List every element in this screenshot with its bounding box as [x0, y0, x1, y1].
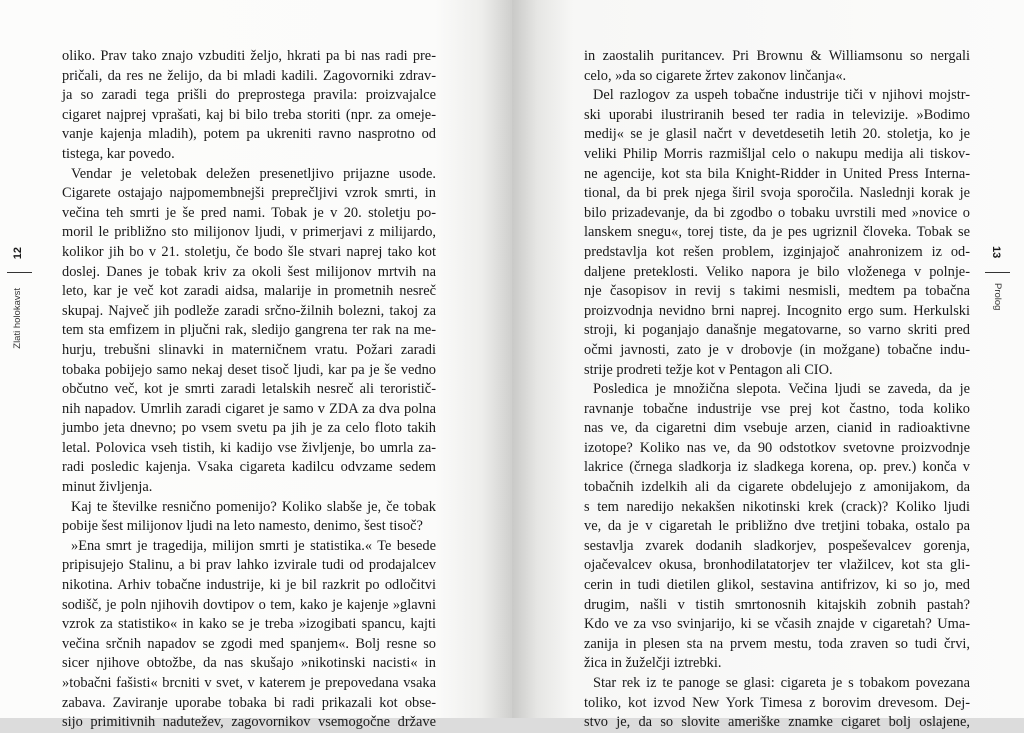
running-head-left: Zlati holokavst: [12, 288, 23, 349]
text-line: Vendar je veletobak deležen presenetljivo prijazne usode.: [71, 165, 436, 182]
text-line: tem sta emfizem in pljučni rak, sledijo gangrena ter rak na me-: [62, 322, 436, 339]
text-line: zanija in plesen sta na prvem mestu, toda zraven so tudi črvi,: [584, 635, 970, 652]
running-head-right: Prolog: [992, 283, 1003, 311]
text-line: minut življenja.: [62, 479, 153, 496]
text-line: ve, da je v cigaretah le približno dve tretjini tobaka, ostalo pa: [584, 518, 970, 535]
left-page-body-text: [62, 47, 436, 733]
text-line: lanskem snegu«, torej tiste, da je pes ugriznil človeka. Tobak se: [584, 224, 970, 241]
text-line: Kdo ve za vso svinjarijo, ki se včasih znajde v cigaretah? Uma-: [584, 616, 970, 633]
text-line: tistega, kar povedo.: [62, 145, 175, 162]
folio-divider-left: [7, 272, 32, 273]
text-line: veliki Philip Morris razmišljal celo o nakupu medija ali tiskov-: [584, 145, 970, 162]
text-line: žica in žuželčji iztrebki.: [584, 655, 722, 672]
text-line: jumbo jeta dnevno; po vsem svetu pa jih je za celo floto takih: [62, 420, 436, 437]
text-line: pobije šest milijonov ljudi na leto namesto, denimo, šest tisoč?: [62, 518, 423, 535]
text-line: Posledica je množična slepota. Večina ljudi se zaveda, da je: [593, 381, 970, 398]
text-line: bilo prizadevanje, da bi zgodbo o tobaku uvrstili med »novice o: [584, 204, 970, 221]
text-line: »Ena smrt je tragedija, milijon smrti je statistika.« Te besede: [71, 537, 436, 554]
text-line: kolikor jih bo v 21. stoletju, če bodo šle stvari naprej tako kot: [62, 243, 436, 260]
text-line: večina teh smrti je še pred nami. Tobak je v 20. stoletju po-: [62, 204, 436, 221]
text-line: moril le približno sto milijonov ljudi, v primerjavi z milijardo,: [62, 224, 436, 241]
text-line: pripisujejo Stalinu, a bi prav lahko izvirale tudi od prodajalcev: [62, 557, 436, 574]
text-line: »tobačni fašisti« brcniti v svet, v katerem je prepovedana vsaka: [62, 675, 436, 691]
text-line: s tem naredijo nekakšen nikotinski krek (crack)? Koliko ljudi: [584, 498, 970, 515]
text-line: tobačnih izdelkih ali da cigarete obdelujejo z amonijakom, da: [584, 479, 970, 496]
text-line: Del razlogov za uspeh tobačne industrije tiči v njihovi mojstr-: [593, 87, 970, 104]
text-line: občutno več, kot je smrti zaradi letalskih nesreč ali teroristič-: [62, 381, 436, 398]
text-line: Cigarete ostajajo najpomembnejši preprečljivi vzrok smrti, in: [62, 185, 436, 202]
text-line: ski uporabi ilustriranih besed ter radia in televizije. »Bodimo: [584, 106, 970, 123]
text-line: ravnanje tobačne industrije vse prej kot častno, toda koliko: [584, 400, 970, 417]
text-line: sicer njihove obtožbe, da nas skušajo »nikotinski nacisti« in: [62, 655, 436, 672]
text-line: skupaj. Največ jih podleže zaradi srčno-žilnih bolezni, takoj za: [62, 302, 436, 319]
right-page: [512, 0, 1024, 731]
left-page: [0, 0, 512, 731]
text-line: celo, »da so cigarete žrtev zakonov linčanja«.: [584, 67, 847, 84]
text-line: Star rek iz te panoge se glasi: cigareta je s tobakom povezana: [593, 675, 970, 691]
text-line: lakrice (črnega sladkorja iz sladkega korena, op. prev.) konča v: [584, 459, 970, 476]
text-line: drugim, našli v tistih smrtonosnih kitajskih zobnih pastah?: [584, 596, 970, 613]
text-line: medij« se je glasil načrt v devetdesetih letih 20. stoletja, ko je: [584, 126, 970, 143]
page-number-right: 13: [990, 246, 1002, 259]
text-line: leto, kar je več kot zaradi aidsa, malarije in prometnih nesreč: [62, 283, 436, 300]
text-line: sodišč, je poln njihovih dovtipov o tem, kako je kajenje »glavni: [62, 596, 436, 613]
text-line: strije prodreti težje kot v Pentagon ali CIO.: [584, 361, 833, 378]
text-line: cerin in tudi dietilen glikol, sestavina antifrizov, ki so jo, med: [584, 577, 970, 594]
text-line: cigaret najprej vprašati, kaj bi bilo treba storiti (npr. za omeje-: [62, 106, 436, 123]
text-line: doslej. Danes je tobak kriv za okoli šest milijonov mrtvih na: [62, 263, 436, 280]
text-line: pričali, da res ne želijo, da bi mladi kadili. Zagovorniki zdrav-: [62, 67, 436, 84]
folio-divider-right: [985, 272, 1010, 273]
text-line: zabava. Zaviranje uporabe tobaka bi radi prikazali kot obse-: [62, 694, 436, 711]
text-line: večina srčnih napadov se zgodi med spanjem«. Bolj resne so: [62, 635, 436, 652]
text-line: nas ve, da cigaretni dim vsebuje arzen, cianid in radioaktivne: [584, 420, 970, 437]
text-line: daljene preteklosti. Veliko napora je bilo vloženega v polnje-: [584, 263, 970, 280]
text-line: nikotina. Arhiv tobačne industrije, ki je bil razkrit po odločitvi: [62, 577, 436, 594]
text-line: hurju, trebušni slinavki in materničnem vratu. Požari zaradi: [62, 341, 436, 358]
text-line: ja so zaradi tega prišli do preprostega pravila: proizvajalce: [62, 87, 436, 104]
page-number-left: 12: [12, 247, 24, 260]
text-line: sestavlja zvarek dodanih sladkorjev, pospeševalcev gorenja,: [584, 537, 970, 554]
text-line: vanje kajenja mladih), potem pa ukreniti ravno nasprotno od: [62, 126, 436, 143]
text-line: predstavlja kot rešen problem, izginjajoč anahronizem iz od-: [584, 243, 970, 260]
text-line: sijo primitivnih nadutežev, zagovornikov vsemogočne države: [62, 714, 436, 731]
right-page-body-text: [584, 47, 970, 733]
text-line: radi posledic kajenja. Vsaka cigareta kadilcu odvzame sedem: [62, 459, 436, 476]
text-line: letal. Polovica vseh tistih, ki kadijo vse življenje, bo umrla za-: [62, 439, 436, 456]
text-line: nje časopisov in revij s takimi nesmisli, medtem pa tobačna: [584, 283, 970, 300]
text-line: stvo je, da so slovite ameriške znamke cigaret bolj oslajene,: [584, 714, 970, 731]
text-line: izotope? Koliko nas ve, da 90 odstotkov svetovne proizvodnje: [584, 439, 970, 456]
text-line: in zaostalih puritancev. Pri Brownu & Williamsonu so nergali: [584, 48, 970, 64]
text-line: nih napadov. Umrlih zaradi cigaret je samo v ZDA za dva polna: [62, 400, 436, 417]
text-line: tobaka pobijejo samo nekaj deset tisoč ljudi, kar pa je še vedno: [62, 361, 436, 378]
text-line: tional, da bi prek njega širil svoja sporočila. Naslednji korak je: [584, 185, 970, 202]
text-line: oliko. Prav tako znajo vzbuditi željo, hkrati pa bi nas radi pre-: [62, 48, 436, 64]
text-line: toliko, kot izvod New York Timesa z borovim drevesom. Dej-: [584, 694, 970, 711]
text-line: ne agencije, kot sta bila Knight-Ridder in United Press Interna-: [584, 165, 970, 182]
text-line: stroji, ki poganjajo današnje megatovarne, so varno skriti pred: [584, 322, 970, 339]
text-line: proizvodnja nevidno brni naprej. Incognito ergo sum. Herkulski: [584, 302, 970, 319]
text-line: očmi javnosti, zato je v drobovje (in možgane) tobačne indu-: [584, 341, 970, 358]
text-line: vzrok za statistiko« in kako se je treba »izogibati spancu, kajti: [62, 616, 436, 633]
text-line: ojačevalcev okusa, bronhodilatatorjev ter vlažilcev, kot sta gli-: [584, 557, 970, 574]
text-line: Kaj te številke resnično pomenijo? Koliko slabše je, če tobak: [71, 498, 436, 515]
